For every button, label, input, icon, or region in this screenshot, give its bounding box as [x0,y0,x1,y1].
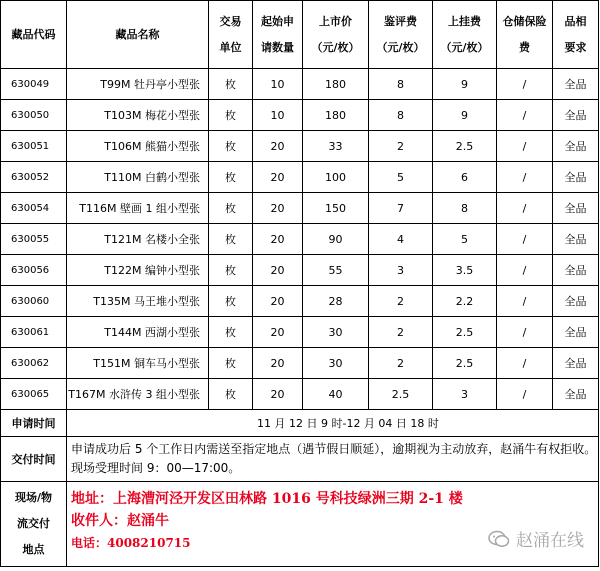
cell-listing: 2.5 [433,348,497,379]
cell-listing: 2.2 [433,286,497,317]
cell-name: T167M 水浒传 3 组小型张 [67,379,209,410]
application-row [1,410,599,437]
table-row [1,69,599,100]
cell-unit: 枚 [209,193,253,224]
cell-unit: 枚 [209,255,253,286]
application-label: 申请时间 [1,410,67,437]
site-value [67,482,599,567]
cell-appraisal: 7 [369,193,433,224]
cell-storage: / [497,100,553,131]
table-row [1,317,599,348]
cell-grade: 全品 [553,69,599,100]
cell-unit: 枚 [209,379,253,410]
cell-price: 30 [303,348,369,379]
cell-qty: 10 [253,69,303,100]
cell-price: 28 [303,286,369,317]
cell-storage: / [497,317,553,348]
cell-unit: 枚 [209,100,253,131]
table-row [1,286,599,317]
cell-listing: 3.5 [433,255,497,286]
cell-name: T144M 西湖小型张 [67,317,209,348]
cell-unit: 枚 [209,162,253,193]
delivery-label: 交付时间 [1,437,67,482]
header-storage-text: 仓储保险费 [502,14,547,54]
cell-appraisal: 2 [369,131,433,162]
table-row [1,224,599,255]
header-appraisal-text: 鉴评费（元/枚） [376,14,425,54]
cell-unit: 枚 [209,286,253,317]
cell-grade: 全品 [553,255,599,286]
watermark-text: 赵涌在线 [516,531,584,551]
cell-grade: 全品 [553,193,599,224]
header-qty-text: 起始申请数量 [261,14,294,54]
cell-name: T106M 熊猫小型张 [67,131,209,162]
cell-code: 630060 [1,286,67,317]
cell-price: 40 [303,379,369,410]
header-grade [553,1,599,69]
cell-storage: / [497,286,553,317]
table-header-row [1,1,599,69]
cell-qty: 20 [253,131,303,162]
header-listing [433,1,497,69]
header-storage [497,1,553,69]
cell-grade: 全品 [553,286,599,317]
cell-qty: 20 [253,317,303,348]
cell-unit: 枚 [209,317,253,348]
cell-name: T110M 白鹤小型张 [67,162,209,193]
header-grade-text: 品相要求 [564,14,587,54]
cell-listing: 8 [433,193,497,224]
cell-storage: / [497,348,553,379]
cell-unit: 枚 [209,69,253,100]
cell-grade: 全品 [553,317,599,348]
cell-appraisal: 2 [369,286,433,317]
cell-grade: 全品 [553,224,599,255]
cell-storage: / [497,162,553,193]
cell-code: 630056 [1,255,67,286]
cell-listing: 9 [433,69,497,100]
cell-storage: / [497,193,553,224]
header-code: 藏品代码 [1,1,67,69]
wechat-icon [488,530,510,548]
cell-grade: 全品 [553,348,599,379]
cell-name: T121M 名楼小全张 [67,224,209,255]
site-label: 现场/物流交付地点 [14,491,53,556]
cell-qty: 20 [253,162,303,193]
cell-appraisal: 8 [369,69,433,100]
cell-name: T99M 牡丹亭小型张 [67,69,209,100]
delivery-value: 申请成功后 5 个工作日内需送至指定地点（遇节假日顺延），逾期视为主动放弃，赵涌牛有权拒收。现场受理时间 9：00—17:00。 [67,437,599,482]
cell-qty: 20 [253,348,303,379]
table-row [1,255,599,286]
cell-price: 100 [303,162,369,193]
table-row [1,131,599,162]
cell-name: T151M 铜车马小型张 [67,348,209,379]
cell-code: 630055 [1,224,67,255]
table-row [1,379,599,410]
table-row [1,100,599,131]
cell-storage: / [497,224,553,255]
cell-listing: 2.5 [433,317,497,348]
cell-unit: 枚 [209,131,253,162]
cell-grade: 全品 [553,162,599,193]
cell-qty: 20 [253,379,303,410]
cell-grade: 全品 [553,379,599,410]
header-unit [209,1,253,69]
site-recipient: 收件人：赵涌牛 [71,513,169,529]
cell-code: 630062 [1,348,67,379]
cell-grade: 全品 [553,131,599,162]
cell-code: 630050 [1,100,67,131]
application-value: 11 月 12 日 9 时-12 月 04 日 18 时 [67,410,599,437]
table-row [1,348,599,379]
header-price-text: 上市价（元/枚） [311,14,360,54]
cell-storage: / [497,379,553,410]
cell-price: 150 [303,193,369,224]
site-address: 地址：上海漕河泾开发区田林路 1016 号科技绿洲三期 2-1 楼 [71,491,463,507]
cell-price: 180 [303,100,369,131]
cell-name: T103M 梅花小型张 [67,100,209,131]
cell-price: 55 [303,255,369,286]
cell-storage: / [497,131,553,162]
site-label-cell [1,482,67,567]
cell-qty: 20 [253,193,303,224]
header-unit-text: 交易单位 [219,14,242,54]
table-row [1,193,599,224]
cell-price: 180 [303,69,369,100]
cell-qty: 20 [253,224,303,255]
cell-qty: 20 [253,286,303,317]
cell-listing: 2.5 [433,131,497,162]
cell-price: 30 [303,317,369,348]
cell-code: 630054 [1,193,67,224]
cell-listing: 3 [433,379,497,410]
cell-price: 90 [303,224,369,255]
cell-listing: 9 [433,100,497,131]
cell-appraisal: 8 [369,100,433,131]
cell-unit: 枚 [209,224,253,255]
cell-appraisal: 2 [369,317,433,348]
cell-qty: 20 [253,255,303,286]
watermark [488,526,584,551]
header-name: 藏品名称 [67,1,209,69]
site-row [1,482,599,567]
site-phone: 电话：4008210715 [71,536,191,550]
cell-appraisal: 2.5 [369,379,433,410]
cell-code: 630065 [1,379,67,410]
cell-grade: 全品 [553,100,599,131]
cell-price: 33 [303,131,369,162]
header-qty [253,1,303,69]
cell-code: 630061 [1,317,67,348]
header-appraisal [369,1,433,69]
cell-code: 630052 [1,162,67,193]
cell-name: T135M 马王堆小型张 [67,286,209,317]
cell-listing: 5 [433,224,497,255]
cell-name: T116M 壁画 1 组小型张 [67,193,209,224]
cell-storage: / [497,255,553,286]
cell-code: 630051 [1,131,67,162]
cell-unit: 枚 [209,348,253,379]
cell-code: 630049 [1,69,67,100]
cell-appraisal: 3 [369,255,433,286]
delivery-row [1,437,599,482]
cell-name: T122M 编钟小型张 [67,255,209,286]
cell-storage: / [497,69,553,100]
cell-appraisal: 5 [369,162,433,193]
table-row [1,162,599,193]
cell-appraisal: 4 [369,224,433,255]
cell-appraisal: 2 [369,348,433,379]
cell-qty: 10 [253,100,303,131]
header-price [303,1,369,69]
cell-listing: 6 [433,162,497,193]
header-listing-text: 上挂费（元/枚） [440,14,489,54]
